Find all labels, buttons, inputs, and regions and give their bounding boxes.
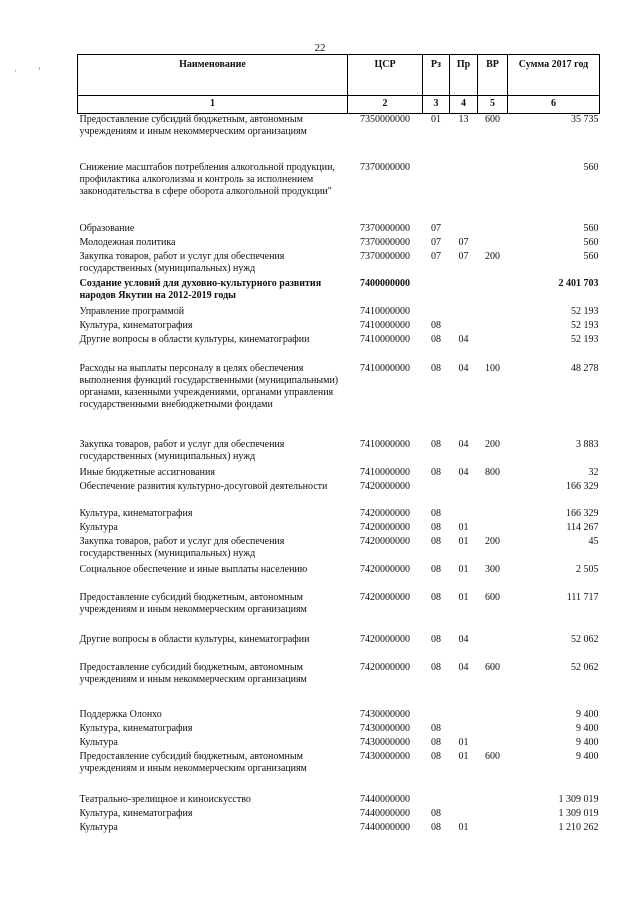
row-vr: 800 <box>485 466 500 478</box>
table-row <box>78 306 600 320</box>
column-number: 1 <box>78 96 348 114</box>
row-name: Закупка товаров, работ и услуг для обеспечения государственных (муниципальных) нужд <box>79 438 285 462</box>
row-rz: 01 <box>431 114 441 125</box>
row-sum: 35 735 <box>571 114 599 125</box>
row-name: Управление программой <box>79 305 185 317</box>
row-name: Поддержка Олонхо <box>79 708 162 720</box>
row-name: Предоставление субсидий бюджетным, автономным учреждениям и иным некоммерческим организациям <box>79 661 307 685</box>
row-rz: 08 <box>431 661 441 673</box>
row-sum: 48 278 <box>571 362 599 374</box>
row-rz: 08 <box>431 591 441 603</box>
row-name: Культура, кинематография <box>79 507 193 519</box>
row-sum: 9 400 <box>576 750 599 762</box>
row-vr <box>478 522 508 536</box>
row-csr: 7410000000 <box>360 466 410 478</box>
header-pr: Пр <box>450 55 478 96</box>
table-row <box>78 439 600 467</box>
row-vr <box>478 237 508 251</box>
row-csr: 7420000000 <box>360 480 410 492</box>
column-number: 3 <box>423 96 450 114</box>
table-row <box>78 794 600 808</box>
row-pr <box>450 306 478 320</box>
row-rz <box>423 794 450 808</box>
row-vr: 600 <box>485 661 500 673</box>
row-pr <box>450 508 478 522</box>
row-csr: 7370000000 <box>360 161 410 173</box>
table-row <box>78 278 600 306</box>
row-csr: 7410000000 <box>360 362 410 374</box>
row-vr <box>478 162 508 223</box>
row-rz: 07 <box>431 250 441 262</box>
row-vr <box>478 508 508 522</box>
row-name: Другие вопросы в области культуры, кинематографии <box>79 333 310 345</box>
row-sum: 560 <box>583 236 599 248</box>
row-name: Культура, кинематография <box>79 319 193 331</box>
row-pr: 01 <box>458 821 469 833</box>
column-number: 2 <box>348 96 423 114</box>
row-rz: 08 <box>431 507 441 519</box>
row-pr <box>450 808 478 822</box>
row-rz: 08 <box>431 319 441 331</box>
row-csr: 7370000000 <box>360 250 410 262</box>
row-name: Расходы на выплаты персоналу в целях обеспечения выполнения функций государственными (муниципальными) органами, казенными учреждениями, органами управления государственными внебюджетными фондами <box>79 362 339 410</box>
row-name: Снижение масштабов потребления алкогольной продукции, профилактика алкоголизма и контроль за исполнением законодательства в сфере оборота алкогольной продукции" <box>79 161 335 197</box>
row-pr: 01 <box>458 736 469 748</box>
row-vr: 600 <box>485 591 500 603</box>
row-rz: 07 <box>431 236 441 248</box>
row-csr: 7420000000 <box>360 661 410 673</box>
row-sum: 52 193 <box>571 319 599 331</box>
header-sum: Сумма 2017 год <box>508 55 600 96</box>
row-vr <box>478 306 508 320</box>
row-rz <box>423 278 450 306</box>
row-pr: 01 <box>458 521 469 533</box>
row-pr: 04 <box>458 466 469 478</box>
scan-mark: · <box>14 66 17 76</box>
row-sum: 111 717 <box>566 591 599 603</box>
table-row <box>78 223 600 237</box>
row-csr: 7420000000 <box>360 521 410 533</box>
row-pr: 01 <box>458 750 469 762</box>
row-sum: 560 <box>583 161 599 173</box>
row-pr <box>450 320 478 334</box>
row-pr <box>450 709 478 723</box>
row-sum: 52 062 <box>571 661 599 673</box>
row-sum: 9 400 <box>576 736 599 748</box>
row-name: Театрально-зрелищное и киноискусство <box>79 793 251 805</box>
row-csr: 7420000000 <box>360 507 410 519</box>
row-pr <box>450 162 478 223</box>
table-row <box>78 564 600 592</box>
header-csr: ЦСР <box>348 55 423 96</box>
table-row <box>78 508 600 522</box>
row-name: Другие вопросы в области культуры, кинематографии <box>79 633 310 645</box>
table-row <box>78 162 600 223</box>
row-name: Обеспечение развития культурно-досуговой деятельности <box>79 480 328 492</box>
row-sum: 45 <box>588 535 599 547</box>
row-sum: 560 <box>583 250 599 262</box>
row-rz: 08 <box>431 438 441 450</box>
row-name: Культура <box>79 521 118 533</box>
table-row <box>78 320 600 334</box>
row-csr: 7440000000 <box>360 807 410 819</box>
row-sum: 166 329 <box>566 507 599 519</box>
row-rz: 08 <box>431 535 441 547</box>
row-csr: 7370000000 <box>360 222 410 234</box>
row-csr: 7420000000 <box>360 563 410 575</box>
table-row <box>78 251 600 278</box>
row-pr: 01 <box>458 535 469 547</box>
row-csr: 7410000000 <box>360 319 410 331</box>
row-rz: 07 <box>431 222 441 234</box>
row-vr: 100 <box>485 362 500 374</box>
table-row <box>78 363 600 439</box>
row-rz <box>423 162 450 223</box>
row-vr <box>478 822 508 836</box>
row-csr: 7410000000 <box>360 305 410 317</box>
row-name: Социальное обеспечение и иные выплаты населению <box>79 563 308 575</box>
row-sum: 166 329 <box>566 480 599 492</box>
row-csr: 7430000000 <box>360 708 410 720</box>
row-name: Культура, кинематография <box>79 722 193 734</box>
row-pr <box>450 278 478 306</box>
row-pr <box>450 794 478 808</box>
table-header <box>78 55 600 114</box>
row-csr: 7430000000 <box>360 750 410 762</box>
row-pr: 04 <box>458 661 469 673</box>
row-pr: 01 <box>458 563 469 575</box>
row-name: Молодежная политика <box>79 236 176 248</box>
row-vr <box>478 278 508 306</box>
row-csr: 7400000000 <box>360 277 410 289</box>
row-sum: 52 062 <box>571 633 599 645</box>
row-vr: 300 <box>485 563 500 575</box>
row-vr <box>478 808 508 822</box>
row-csr: 7430000000 <box>360 722 410 734</box>
row-sum: 2 505 <box>576 563 599 575</box>
table-row <box>78 467 600 481</box>
row-sum: 560 <box>583 222 599 234</box>
row-vr <box>478 794 508 808</box>
table-row <box>78 237 600 251</box>
row-rz: 08 <box>431 821 441 833</box>
row-rz: 08 <box>431 736 441 748</box>
row-csr: 7440000000 <box>360 821 410 833</box>
row-vr <box>478 723 508 737</box>
row-vr <box>478 223 508 237</box>
table-row <box>78 662 600 709</box>
row-rz <box>423 709 450 723</box>
row-sum: 3 883 <box>576 438 599 450</box>
row-name: Культура, кинематография <box>79 807 193 819</box>
row-rz: 08 <box>431 750 441 762</box>
row-rz: 08 <box>431 521 441 533</box>
row-sum: 52 193 <box>571 305 599 317</box>
row-vr <box>478 737 508 751</box>
table-row <box>78 522 600 536</box>
row-csr: 7420000000 <box>360 591 410 603</box>
row-csr: 7440000000 <box>360 793 410 805</box>
header-vr: ВР <box>478 55 508 96</box>
row-vr: 600 <box>485 114 500 125</box>
row-pr: 07 <box>458 250 469 262</box>
row-csr: 7430000000 <box>360 736 410 748</box>
row-pr <box>450 723 478 737</box>
table-row <box>78 723 600 737</box>
row-rz: 08 <box>431 563 441 575</box>
row-sum: 52 193 <box>571 333 599 345</box>
table-row <box>78 536 600 564</box>
column-number: 4 <box>450 96 478 114</box>
row-rz: 08 <box>431 333 441 345</box>
row-rz: 08 <box>431 466 441 478</box>
row-rz: 08 <box>431 633 441 645</box>
row-vr: 200 <box>485 438 500 450</box>
row-vr <box>478 709 508 723</box>
row-vr <box>478 334 508 363</box>
row-rz <box>423 481 450 508</box>
row-csr: 7410000000 <box>360 438 410 450</box>
row-name: Предоставление субсидий бюджетным, автономным учреждениям и иным некоммерческим организациям <box>79 750 307 774</box>
row-rz: 08 <box>431 807 441 819</box>
row-rz <box>423 306 450 320</box>
row-vr: 200 <box>485 535 500 547</box>
row-sum: 114 267 <box>566 521 599 533</box>
table-row <box>78 592 600 634</box>
row-pr: 07 <box>458 236 469 248</box>
row-sum: 2 401 703 <box>558 277 599 289</box>
table-row <box>78 334 600 363</box>
row-sum: 32 <box>588 466 599 478</box>
row-sum: 9 400 <box>576 708 599 720</box>
row-name: Культура <box>79 821 118 833</box>
row-name: Закупка товаров, работ и услуг для обеспечения государственных (муниципальных) нужд <box>79 535 285 559</box>
scan-mark: ’ <box>38 66 41 76</box>
row-rz: 08 <box>431 362 441 374</box>
header-rz: Рз <box>423 55 450 96</box>
table-row <box>78 114 600 162</box>
row-name: Предоставление субсидий бюджетным, автономным учреждениям и иным некоммерческим организациям <box>79 114 307 137</box>
table-row <box>78 822 600 836</box>
table-row <box>78 751 600 794</box>
row-csr: 7370000000 <box>360 236 410 248</box>
page-number: 22 <box>314 42 326 54</box>
table-row <box>78 709 600 723</box>
row-pr <box>450 223 478 237</box>
row-pr: 13 <box>458 114 469 125</box>
column-number: 5 <box>478 96 508 114</box>
row-csr: 7420000000 <box>360 535 410 547</box>
row-pr: 04 <box>458 333 469 345</box>
row-vr: 600 <box>485 750 500 762</box>
row-pr <box>450 481 478 508</box>
row-sum: 1 210 262 <box>558 821 599 833</box>
row-name: Иные бюджетные ассигнования <box>79 466 215 478</box>
row-vr <box>478 481 508 508</box>
table-row <box>78 808 600 822</box>
row-csr: 7420000000 <box>360 633 410 645</box>
table-row <box>78 481 600 508</box>
budget-table <box>77 54 600 836</box>
row-name: Культура <box>79 736 118 748</box>
column-number: 6 <box>508 96 600 114</box>
table-row <box>78 737 600 751</box>
table-row <box>78 634 600 662</box>
row-csr: 7350000000 <box>360 114 410 125</box>
row-pr: 04 <box>458 438 469 450</box>
row-rz: 08 <box>431 722 441 734</box>
header-name: Наименование <box>78 55 348 96</box>
row-sum: 1 309 019 <box>558 807 599 819</box>
table-body <box>78 114 600 836</box>
row-pr: 04 <box>458 633 469 645</box>
row-sum: 9 400 <box>576 722 599 734</box>
row-name: Создание условий для духовно-культурного развития народов Якутии на 2012-2019 годы <box>79 277 322 301</box>
row-pr: 01 <box>458 591 469 603</box>
row-sum: 1 309 019 <box>558 793 599 805</box>
row-pr: 04 <box>458 362 469 374</box>
row-vr <box>478 320 508 334</box>
row-vr: 200 <box>485 250 500 262</box>
row-name: Предоставление субсидий бюджетным, автономным учреждениям и иным некоммерческим организациям <box>79 591 307 615</box>
row-vr <box>478 634 508 662</box>
row-name: Закупка товаров, работ и услуг для обеспечения государственных (муниципальных) нужд <box>79 250 285 274</box>
row-csr: 7410000000 <box>360 333 410 345</box>
row-name: Образование <box>79 222 135 234</box>
